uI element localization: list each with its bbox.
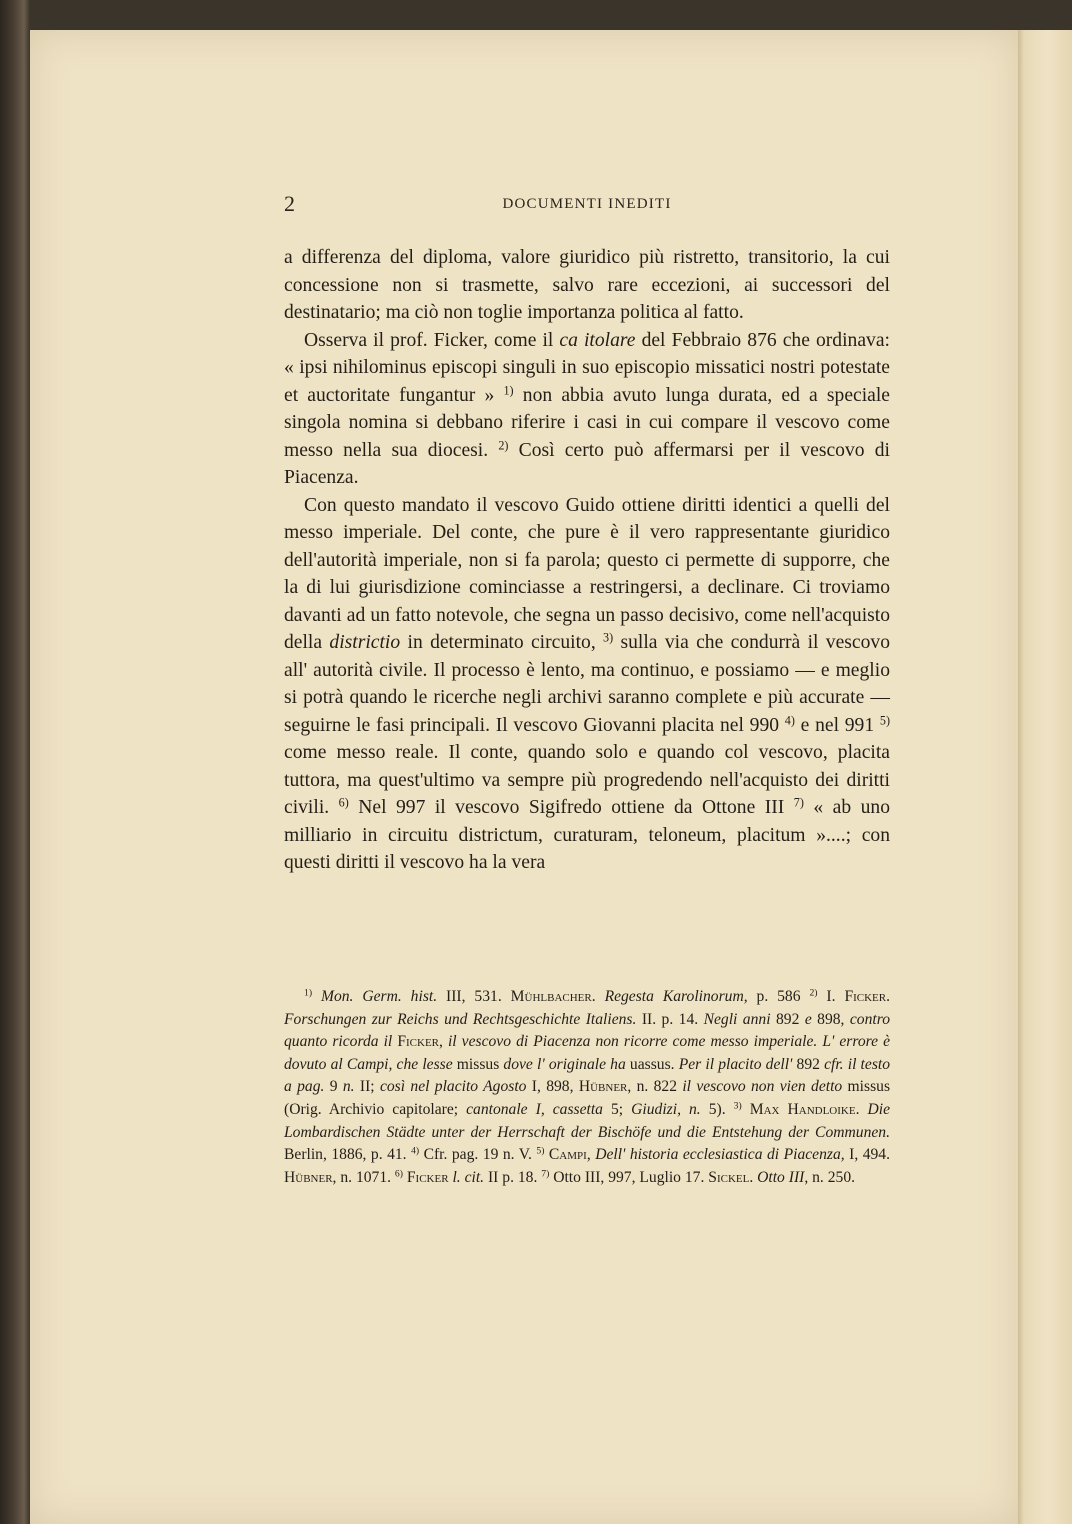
footnote-ref: 7): [793, 795, 804, 810]
page-header: [284, 193, 890, 221]
footnote-marker: 1): [304, 987, 313, 999]
fn-italic: cantonale I, cassetta: [466, 1100, 603, 1118]
fn-text: II p. 18.: [484, 1168, 542, 1186]
text-run: « ab uno milliario in circuitu districtum, curaturam, teloneum, placitum »....; con questi diritti il vescovo ha la vera: [284, 797, 890, 873]
footnote-ref: 3): [603, 630, 614, 645]
fn-author: Ficker: [397, 1033, 440, 1051]
footnote-ref: 5): [879, 712, 890, 727]
footnote-ref: 4): [784, 712, 795, 727]
fn-italic: Otto III: [757, 1168, 805, 1186]
fn-text: I.: [817, 988, 845, 1005]
fn-italic: il vescovo di Piacenza non ricorre come messo imperiale. L' errore è dovuto al Campi, che lesse: [284, 1033, 891, 1073]
text-run: Così certo può affermarsi per il vescovo di Piacenza.: [284, 439, 890, 488]
footnote-ref: 6): [338, 795, 349, 810]
fn-italic: Mon. Germ. hist.: [312, 988, 438, 1005]
running-head: DOCUMENTI INEDITI: [502, 196, 672, 212]
fn-author: Hübner: [578, 1078, 628, 1096]
footnote-ref: 1): [503, 382, 514, 397]
fn-text: p. 586: [747, 988, 810, 1005]
footnote-marker: 4): [411, 1145, 420, 1157]
fn-italic: così nel placito Agosto: [379, 1078, 527, 1096]
fn-text: Cfr. pag. 19 n. V.: [419, 1146, 537, 1164]
fn-text: 5;: [602, 1100, 632, 1118]
fn-italic: Giudizi, n.: [631, 1100, 701, 1118]
paragraph-3: [284, 492, 890, 877]
fn-author: Ficker: [406, 1168, 449, 1186]
fn-author: Ficker: [844, 988, 887, 1005]
fn-text: .: [855, 1100, 868, 1118]
fn-text: I, 494.: [844, 1146, 890, 1164]
footnote-marker: 6): [394, 1168, 403, 1180]
facing-page-edge: [1018, 30, 1072, 1524]
text-run: e nel 991: [794, 714, 880, 736]
fn-author: Sickel: [708, 1168, 750, 1186]
footnote-marker: 5): [536, 1145, 545, 1157]
fn-text: uassus.: [625, 1055, 679, 1073]
fn-italic: il vescovo non vien detto: [682, 1078, 843, 1096]
text-run: del Febbraio 876 che ordinava: « ipsi nihilominus episcopi singuli in suo episcopio missatici nostri potestate et auctoritate fungantur »: [284, 329, 890, 406]
fn-italic: Die Lombardischen Städte unter der Herrschaft der Bischöfe und die Entstehung der Communen.: [284, 1100, 891, 1141]
fn-italic: Negli anni: [703, 1010, 771, 1028]
text-run: Osserva il prof. Ficker, come il: [304, 329, 560, 351]
fn-text: II. p. 14.: [636, 1010, 704, 1028]
fn-text: III, 531.: [437, 988, 511, 1005]
fn-italic: l. cit.: [452, 1168, 485, 1186]
footnote-block: [284, 986, 890, 1189]
text-run: come messo reale. Il conte, quando solo e quando col vescovo, placita tuttora, ma quest'ultimo va sempre più progredendo nell'acquisto dei diritti civili.: [284, 742, 890, 818]
paragraph-2: [284, 327, 890, 492]
main-text: [284, 244, 890, 877]
fn-italic: e: [804, 1010, 812, 1028]
text-run: in determinato circuito,: [400, 632, 604, 653]
fn-text: I, 898,: [526, 1078, 579, 1096]
fn-author: Max Handloike: [749, 1100, 856, 1118]
fn-text: II;: [354, 1078, 380, 1096]
text-run: non abbia avuto lunga durata, ed a speciale singola nomina si debbano riferire i casi in cui compare il vescovo come messo nella sua diocesi.: [284, 384, 890, 461]
fn-text: 9: [324, 1078, 343, 1096]
fn-text: missus (Orig. Archivio capitolare;: [284, 1078, 891, 1118]
fn-italic: Regesta Karolinorum,: [604, 988, 748, 1005]
fn-text: missus: [452, 1055, 504, 1073]
footnote-marker: 7): [541, 1168, 550, 1180]
fn-text: , n. 822: [627, 1078, 683, 1096]
fn-italic: n.: [342, 1078, 355, 1096]
fn-text: ,: [586, 1146, 596, 1164]
fn-text: Berlin, 1886, p. 41.: [284, 1146, 412, 1164]
footnote-marker: 2): [809, 987, 818, 999]
fn-author: Mühlbacher: [510, 988, 592, 1005]
fn-italic: Dell' historia ecclesiastica di Piacenza,: [595, 1146, 845, 1164]
italic-run: ca itolare: [559, 329, 636, 351]
fn-text: , n. 1071.: [332, 1168, 395, 1186]
text-run: Nel 997 il vescovo Sigifredo ottiene da Ottone III: [348, 797, 794, 818]
italic-run: districtio: [329, 632, 401, 653]
footnotes: [284, 986, 890, 1189]
fn-text: .: [749, 1168, 758, 1186]
fn-text: [742, 1101, 750, 1118]
fn-text: .: [591, 988, 605, 1005]
fn-author: Campi: [548, 1146, 587, 1164]
fn-text: 892: [770, 1010, 805, 1028]
fn-text: .: [886, 988, 891, 1005]
fn-text: ,: [439, 1033, 448, 1051]
fn-italic: cfr. il testo a pag.: [284, 1055, 891, 1096]
fn-text: Otto III, 997, Luglio 17.: [549, 1168, 709, 1186]
text-run: Con questo mandato il vescovo Guido ottiene diritti identici a quelli del messo imperiale. Del conte, che pure è il vero rappresentante giuridico dell'autorità imperiale, non si fa parola; questo ci permette di supporre, che la di lui giurisdizione cominciasse a restringersi, a declinare. Ci troviamo davanti ad un fatto notevole, che segna un passo decisivo, come nell'acquisto della: [284, 494, 890, 653]
fn-italic: Forschungen zur Reichs und Rechtsgeschichte Italiens.: [284, 1010, 637, 1028]
fn-text: 5).: [700, 1100, 734, 1118]
paragraph-1: a differenza del diploma, valore giuridico più ristretto, transitorio, la cui concessione non si trasmette, salvo rare eccezioni, ai successori del destinatario; ma ciò non toglie importanza politica al fatto.: [284, 247, 890, 323]
footnote-ref: 2): [498, 437, 509, 452]
fn-text: 898,: [811, 1010, 850, 1028]
fn-author: Hübner: [284, 1168, 333, 1186]
fn-italic: contro quanto ricorda il: [284, 1010, 891, 1051]
text-run: sulla via che condurrà il vescovo all' autorità civile. Il processo è lento, ma continuo, e possiamo — e meglio si potrà quando le ricerche negli archivi saranno complete e più accurate — seguirne le fasi principali. Il vescovo Giovanni placita nel 990: [284, 632, 890, 736]
fn-text: 892: [792, 1055, 825, 1073]
fn-italic: Per il placito dell': [678, 1055, 793, 1073]
page-number: 2: [284, 191, 295, 216]
fn-text: , n. 250.: [804, 1168, 856, 1186]
fn-italic: dove l' originale ha: [503, 1055, 626, 1073]
footnote-marker: 3): [733, 1100, 742, 1112]
